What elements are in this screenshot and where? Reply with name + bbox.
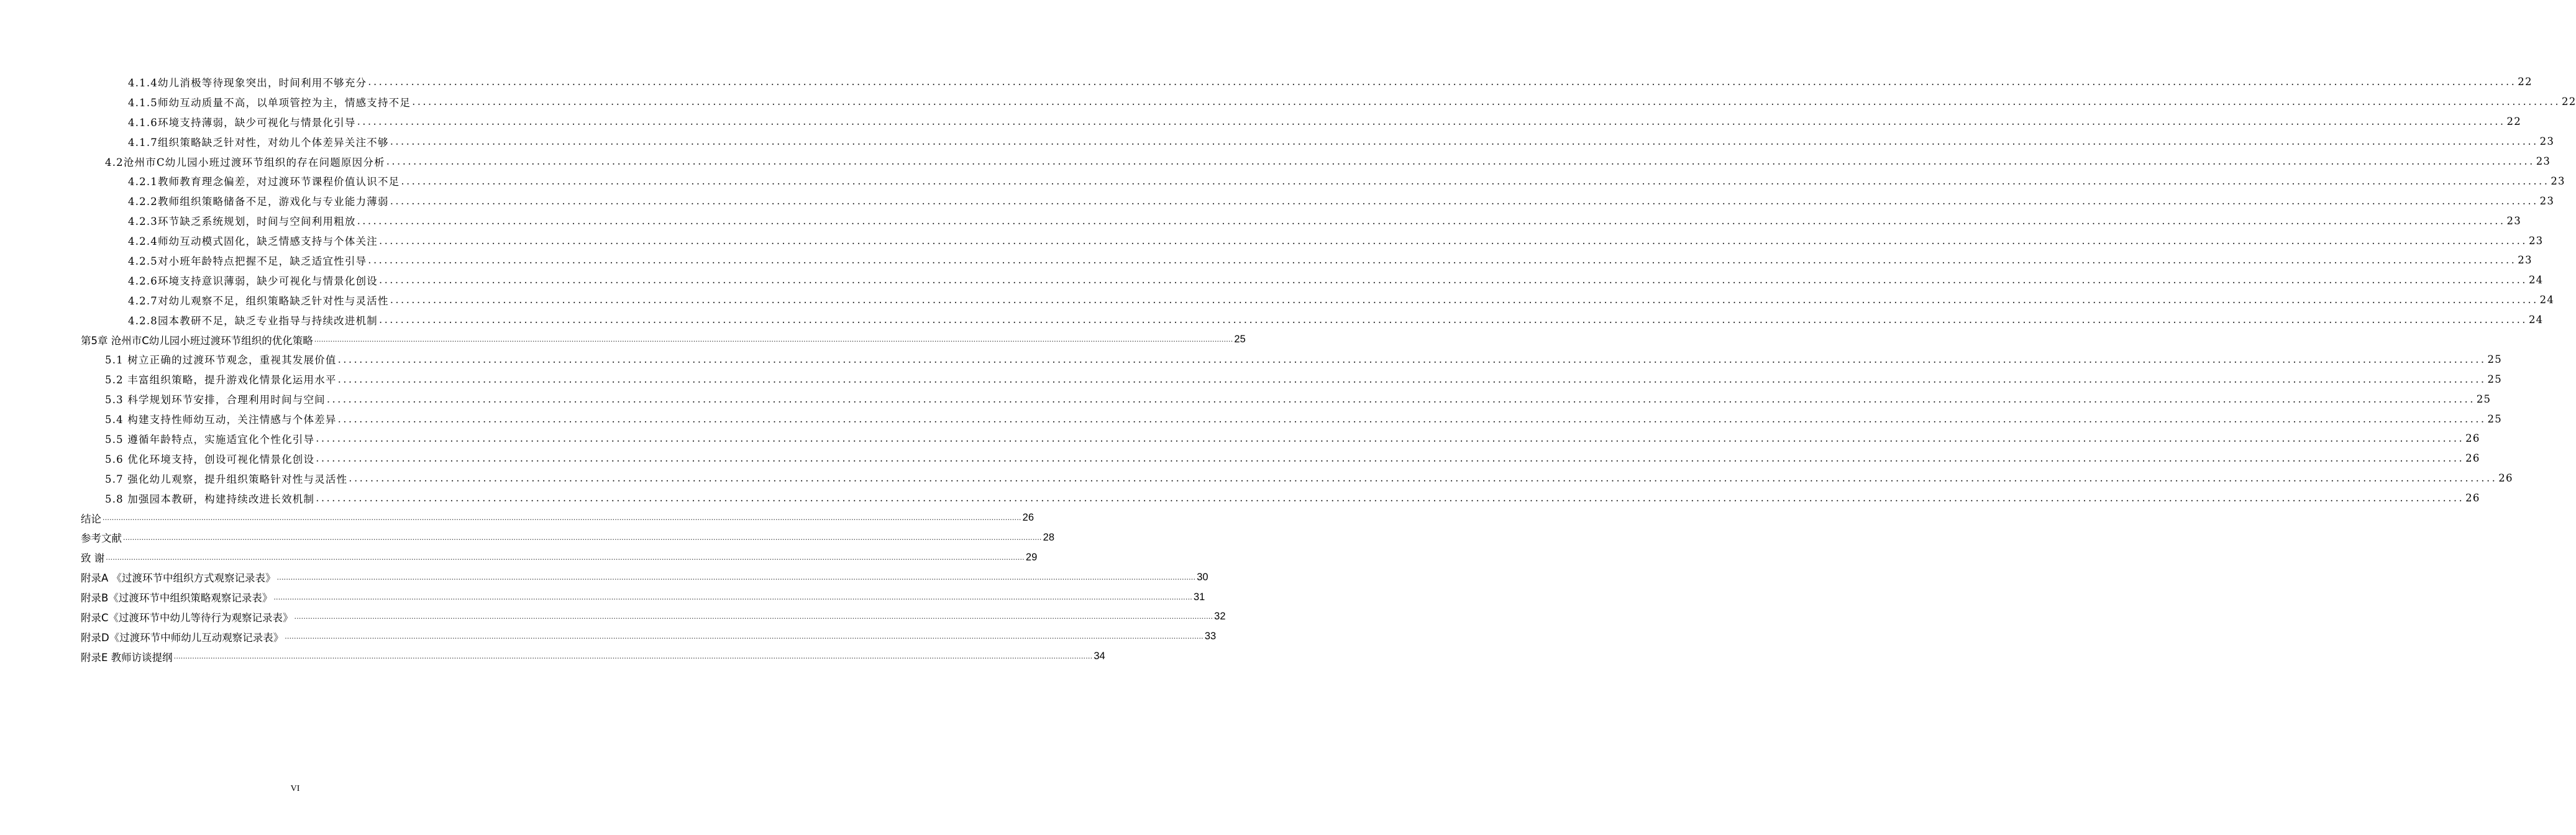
toc-entry[interactable] xyxy=(0,389,2492,409)
toc-dot-leader: ................................................................................................................................................................................................................................................................................................................................................................................................................ xyxy=(378,234,2528,247)
toc-entry-title: 4.2.8园本教研不足，缺乏专业指导与持续改进机制 xyxy=(128,314,378,327)
toc-entry-page: 32 xyxy=(1214,611,1226,623)
toc-entry-title: 5.6 优化环境支持，创设可视化情景化创设 xyxy=(105,453,315,465)
toc-dot-leader: ................................................................................................................................................................................................................................................................................................................................................................................................................ xyxy=(316,432,2465,445)
toc-entry[interactable] xyxy=(0,409,2502,429)
toc-entry-title: 4.2.2教师组织策略储备不足，游戏化与专业能力薄弱 xyxy=(128,196,389,208)
toc-entry-title: 4.2.1教师教育理念偏差，对过渡环节课程价值认识不足 xyxy=(128,176,400,188)
toc-entry-page: 23 xyxy=(2506,214,2521,227)
toc-dot-leader: ................................................................................................................................................................................................................................................................................................................................................................................................................ xyxy=(316,492,2465,504)
toc-entry-page: 22 xyxy=(2562,96,2576,108)
toc-entry-page: 24 xyxy=(2528,274,2544,286)
toc-entry[interactable] xyxy=(0,527,1054,547)
toc-entry-page: 31 xyxy=(1193,591,1205,603)
toc-entry[interactable] xyxy=(0,627,1217,647)
toc-entry-title: 4.2.6环境支持意识薄弱，缺少可视化与情景化创设 xyxy=(128,275,378,287)
toc-entry-title: 5.2 丰富组织策略，提升游戏化情景化运用水平 xyxy=(105,374,337,386)
toc-entry[interactable] xyxy=(0,92,2576,112)
toc-entry[interactable] xyxy=(0,349,2502,369)
toc-entry[interactable] xyxy=(0,72,2533,92)
toc-entry-page: 29 xyxy=(1025,551,1038,563)
toc-dot-leader: ................................................................................................................................................................................................................................................................................................................................................................................................................ xyxy=(401,175,2550,187)
toc-dot-leader: ................................................................................................................................................................................................................................................................................................................................................................................................................ xyxy=(276,573,1196,582)
toc-entry-title: 结论 xyxy=(81,513,101,525)
toc-entry-title: 4.2.4师幼互动模式固化，缺乏情感支持与个体关注 xyxy=(128,235,378,248)
toc-dot-leader: ................................................................................................................................................................................................................................................................................................................................................................................................................ xyxy=(337,353,2487,365)
toc-dot-leader: ................................................................................................................................................................................................................................................................................................................................................................................................................ xyxy=(349,472,2498,485)
toc-entry-page: 23 xyxy=(2551,175,2565,187)
toc-entry[interactable] xyxy=(0,270,2544,290)
toc-entry-page: 26 xyxy=(2498,472,2513,485)
toc-entry-title: 附录B《过渡环节中组织策略观察记录表》 xyxy=(81,592,273,605)
toc-entry-title: 附录C《过渡环节中幼儿等待行为观察记录表》 xyxy=(81,611,293,624)
toc-entry[interactable] xyxy=(0,152,2551,171)
toc-entry-title: 4.1.5师幼互动质量不高，以单项管控为主，情感支持不足 xyxy=(128,96,411,109)
toc-entry[interactable] xyxy=(0,587,1205,607)
toc-dot-leader: ................................................................................................................................................................................................................................................................................................................................................................................................................ xyxy=(390,194,2539,207)
toc-entry-page: 22 xyxy=(2518,76,2533,88)
toc-entry-page: 23 xyxy=(2539,194,2555,207)
toc-entry-page: 24 xyxy=(2539,294,2555,306)
toc-dot-leader: ................................................................................................................................................................................................................................................................................................................................................................................................................ xyxy=(378,314,2528,326)
toc-entry-page: 30 xyxy=(1197,571,1208,583)
toc-entry[interactable] xyxy=(0,488,2480,508)
toc-entry[interactable] xyxy=(0,171,2565,191)
toc-entry-page: 34 xyxy=(1094,650,1105,662)
toc-entry-title: 4.2.3环节缺乏系统规划，时间与空间利用粗放 xyxy=(128,216,356,228)
toc-entry-title: 4.1.4幼儿消极等待现象突出，时间利用不够充分 xyxy=(128,76,367,89)
toc-dot-leader: ................................................................................................................................................................................................................................................................................................................................................................................................................ xyxy=(337,373,2487,385)
toc-dot-leader: ................................................................................................................................................................................................................................................................................................................................................................................................................ xyxy=(386,155,2535,167)
toc-entry[interactable] xyxy=(0,112,2521,132)
toc-entry-page: 33 xyxy=(1204,631,1217,642)
toc-entry-title: 附录E 教师访谈提纲 xyxy=(81,651,173,664)
toc-entry-title: 5.7 强化幼儿观察，提升组织策略针对性与灵活性 xyxy=(105,473,348,485)
toc-entry[interactable] xyxy=(0,191,2555,211)
toc-entry[interactable] xyxy=(0,429,2480,449)
toc-dot-leader: ................................................................................................................................................................................................................................................................................................................................................................................................................ xyxy=(103,514,1021,522)
toc-entry-page: 26 xyxy=(2465,492,2480,504)
toc-entry-title: 附录A 《过渡环节中组织方式观察记录表》 xyxy=(81,572,276,585)
toc-dot-leader: ................................................................................................................................................................................................................................................................................................................................................................................................................ xyxy=(390,135,2539,148)
toc-dot-leader: ................................................................................................................................................................................................................................................................................................................................................................................................................ xyxy=(123,533,1042,542)
toc-entry-page: 26 xyxy=(1022,512,1034,524)
toc-entry-title: 第5章 沧州市C幼儿园小班过渡环节组织的优化策略 xyxy=(81,334,313,347)
toc-entry[interactable] xyxy=(0,230,2544,250)
toc-entry-title: 5.3 科学规划环节安排，合理利用时间与空间 xyxy=(105,394,326,406)
toc-entry-page: 24 xyxy=(2528,314,2544,326)
toc-entry-page: 26 xyxy=(2465,452,2480,465)
toc-dot-leader: ................................................................................................................................................................................................................................................................................................................................................................................................................ xyxy=(294,613,1213,621)
toc-dot-leader: ................................................................................................................................................................................................................................................................................................................................................................................................................ xyxy=(314,335,1233,344)
toc-entry-title: 4.1.6环境支持薄弱，缺少可视化与情景化引导 xyxy=(128,116,356,129)
toc-entry-page: 25 xyxy=(2487,413,2502,425)
toc-entry[interactable] xyxy=(0,508,1034,528)
page-number: VI xyxy=(290,784,300,793)
toc-entry[interactable] xyxy=(0,330,1246,350)
toc-entry[interactable] xyxy=(0,449,2480,468)
toc-entry-title: 致 谢 xyxy=(81,552,105,565)
toc-entry-title: 5.8 加强园本教研，构建持续改进长效机制 xyxy=(105,493,315,505)
toc-entry[interactable] xyxy=(0,567,1208,587)
toc-entry[interactable] xyxy=(0,211,2521,230)
toc-entry-page: 28 xyxy=(1043,531,1054,543)
toc-dot-leader: ................................................................................................................................................................................................................................................................................................................................................................................................................ xyxy=(316,452,2465,465)
toc-entry[interactable] xyxy=(0,132,2555,152)
toc-dot-leader: ................................................................................................................................................................................................................................................................................................................................................................................................................ xyxy=(106,553,1025,562)
toc-entry-title: 4.2.5对小班年龄特点把握不足，缺乏适宜性引导 xyxy=(128,255,367,267)
toc-entry-title: 4.1.7组织策略缺乏针对性，对幼儿个体差异关注不够 xyxy=(128,136,389,148)
toc-entry-page: 23 xyxy=(2539,135,2555,148)
toc-entry-page: 25 xyxy=(1234,334,1246,345)
toc-dot-leader: ................................................................................................................................................................................................................................................................................................................................................................................................................ xyxy=(368,254,2517,267)
toc-entry-page: 25 xyxy=(2476,393,2492,405)
toc-entry-title: 4.2.7对幼儿观察不足，组织策略缺乏针对性与灵活性 xyxy=(128,294,389,307)
toc-entry-page: 23 xyxy=(2518,254,2533,267)
toc-dot-leader: ................................................................................................................................................................................................................................................................................................................................................................................................................ xyxy=(173,652,1093,661)
toc-entry[interactable] xyxy=(0,369,2502,389)
toc-entry[interactable] xyxy=(0,468,2513,488)
toc-entry[interactable] xyxy=(0,250,2533,270)
toc-entry-page: 22 xyxy=(2506,116,2521,128)
toc-entry-title: 5.1 树立正确的过渡环节观念，重视其发展价值 xyxy=(105,354,337,367)
toc-entry-page: 23 xyxy=(2536,155,2551,167)
toc-entry-page: 25 xyxy=(2487,373,2502,385)
toc-dot-leader: ................................................................................................................................................................................................................................................................................................................................................................................................................ xyxy=(285,632,1204,641)
toc-entry-title: 4.2沧州市C幼儿园小班过渡环节组织的存在问题原因分析 xyxy=(105,156,385,168)
toc-entry[interactable] xyxy=(0,607,1226,627)
toc-dot-leader: ................................................................................................................................................................................................................................................................................................................................................................................................................ xyxy=(273,593,1192,601)
toc-dot-leader: ................................................................................................................................................................................................................................................................................................................................................................................................................ xyxy=(390,294,2539,306)
table-of-contents xyxy=(0,72,2576,667)
toc-entry[interactable] xyxy=(0,547,1038,567)
toc-dot-leader: ................................................................................................................................................................................................................................................................................................................................................................................................................ xyxy=(337,413,2487,425)
toc-entry[interactable] xyxy=(0,290,2555,310)
toc-dot-leader: ................................................................................................................................................................................................................................................................................................................................................................................................................ xyxy=(357,214,2506,227)
toc-dot-leader: ................................................................................................................................................................................................................................................................................................................................................................................................................ xyxy=(368,76,2517,88)
toc-entry-page: 26 xyxy=(2465,432,2480,445)
toc-dot-leader: ................................................................................................................................................................................................................................................................................................................................................................................................................ xyxy=(378,274,2528,286)
toc-entry[interactable] xyxy=(0,647,1105,667)
toc-dot-leader: ................................................................................................................................................................................................................................................................................................................................................................................................................ xyxy=(326,393,2475,405)
toc-entry[interactable] xyxy=(0,310,2544,330)
toc-entry-title: 参考文献 xyxy=(81,532,122,545)
toc-entry-page: 25 xyxy=(2487,353,2502,365)
toc-entry-title: 5.5 遵循年龄特点，实施适宜化个性化引导 xyxy=(105,433,315,445)
toc-dot-leader: ................................................................................................................................................................................................................................................................................................................................................................................................................ xyxy=(412,96,2561,108)
toc-dot-leader: ................................................................................................................................................................................................................................................................................................................................................................................................................ xyxy=(357,116,2506,128)
toc-entry-title: 附录D《过渡环节中师幼儿互动观察记录表》 xyxy=(81,631,284,644)
toc-entry-page: 23 xyxy=(2528,234,2544,247)
toc-entry-title: 5.4 构建支持性师幼互动，关注情感与个体差异 xyxy=(105,414,337,426)
